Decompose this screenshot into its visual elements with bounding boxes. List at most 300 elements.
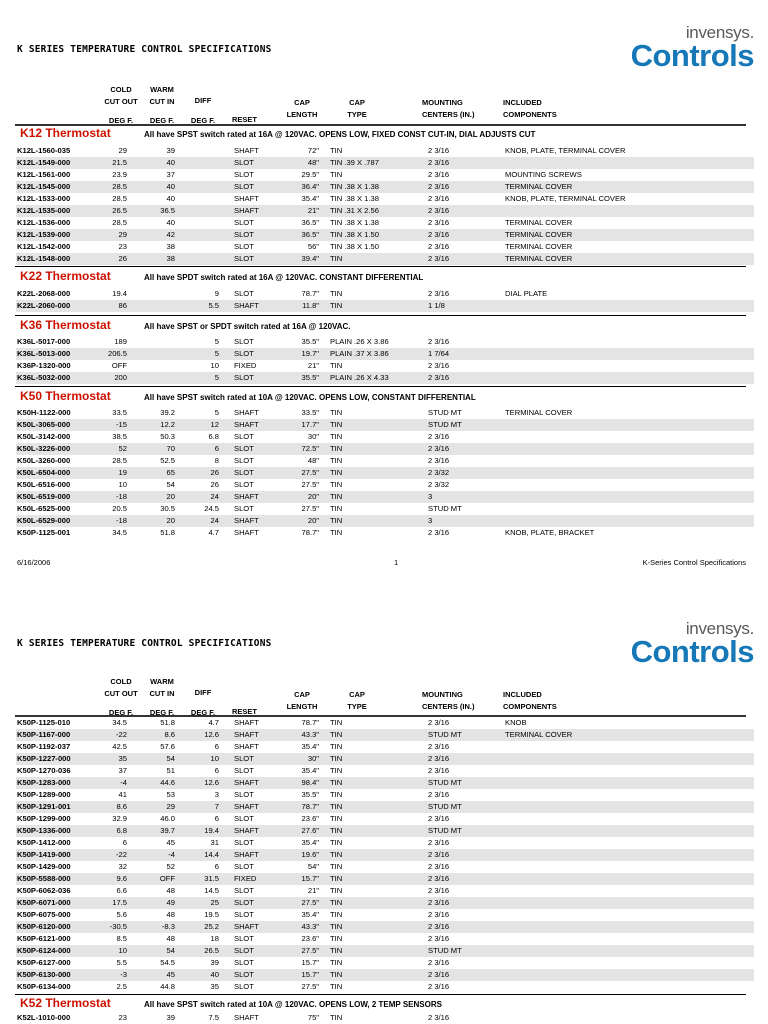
cap-length-cell: 27.5" [301,898,319,907]
header-cap-type-line2: TYPE [347,109,367,119]
reset-type-cell: SLOT [234,910,254,919]
mounting-centers-cell: 2 3/16 [428,361,450,370]
table-k50-continued [16,717,754,993]
cap-type-cell: TIN [330,910,343,919]
cap-length-cell: 33.5" [301,408,319,417]
cap-length-cell: 54" [307,862,319,871]
header-cap-type [337,689,377,712]
model-number-cell: K50L-3065-000 [17,420,71,429]
document-title: K SERIES TEMPERATURE CONTROL SPECIFICATIONS [17,44,272,55]
model-number-cell: K50P-1289-000 [17,790,71,799]
cap-length-cell: 35.4" [301,194,319,203]
reset-type-cell: SLOT [234,766,254,775]
cap-length-cell: 27.5" [301,504,319,513]
mounting-centers-cell: 2 3/16 [428,289,450,298]
cap-length-cell: 78.7" [301,718,319,727]
model-number-cell: K50P-1336-000 [17,826,71,835]
section-note-k52: All have SPST switch rated at 10A @ 120VAC. OPENS LOW, 2 TEMP SENSORS [144,1000,442,1009]
table-k36 [16,336,754,384]
table-row [16,1012,754,1024]
cold-cut-out-cell: 189 [114,337,127,346]
table-row [16,419,754,431]
table-row [16,765,754,777]
model-number-cell: K50L-6504-000 [17,468,71,477]
cap-type-cell: TIN .38 X 1.50 [330,242,379,251]
cap-type-cell: TIN [330,778,343,787]
cap-type-cell: TIN [330,946,343,955]
cap-length-cell: 35.5" [301,373,319,382]
table-row [16,407,754,419]
cap-type-cell: TIN [330,468,343,477]
warm-cut-in-cell: 51.8 [160,718,175,727]
warm-cut-in-cell: 30.5 [160,504,175,513]
cap-type-cell: TIN .38 X 1.38 [330,218,379,227]
model-number-cell: K22L-2060-000 [17,301,71,310]
warm-cut-in-cell: 39.2 [160,408,175,417]
warm-cut-in-cell: 36.5 [160,206,175,215]
cap-length-cell: 48" [307,456,319,465]
cold-cut-out-cell: 5.5 [116,958,127,967]
warm-cut-in-cell: 38 [166,254,175,263]
cap-length-cell: 27.6" [301,826,319,835]
reset-type-cell: SHAFT [234,730,259,739]
cap-type-cell: TIN [330,420,343,429]
table-row [16,981,754,993]
reset-type-cell: SHAFT [234,146,259,155]
reset-type-cell: SLOT [234,337,254,346]
section-divider-k36 [15,386,746,387]
header-reset: RESET [232,115,258,124]
cold-cut-out-cell: 38.5 [112,432,127,441]
table-row [16,300,754,312]
model-number-cell: K50P-1429-000 [17,862,71,871]
cap-type-cell: TIN [330,922,343,931]
cold-cut-out-cell: 32.9 [112,814,127,823]
mounting-centers-cell: 2 3/16 [428,337,450,346]
cap-length-cell: 35.5" [301,790,319,799]
cap-length-cell: 39.4" [301,254,319,263]
cold-cut-out-cell: -18 [116,516,127,525]
header-included-components [503,689,557,712]
cold-cut-out-cell: 10 [118,480,127,489]
header-cap-length-line2: LENGTH [286,109,318,119]
table-row [16,741,754,753]
mounting-centers-cell: 2 3/16 [428,718,450,727]
cold-cut-out-cell: 10 [118,946,127,955]
table-row [16,467,754,479]
reset-type-cell: SLOT [234,970,254,979]
reset-type-cell: SLOT [234,158,254,167]
differential-cell: 8 [214,456,219,465]
section-title-k52: K52 Thermostat [20,996,111,1010]
warm-cut-in-cell: 46.0 [160,814,175,823]
mounting-centers-cell: 2 3/16 [428,898,450,907]
model-number-cell: K50P-6124-000 [17,946,71,955]
cap-type-cell: TIN [330,456,343,465]
reset-type-cell: SLOT [234,934,254,943]
cap-type-cell: TIN [330,742,343,751]
differential-cell: 25 [210,898,219,907]
mounting-centers-cell: 2 3/32 [428,468,450,477]
differential-cell: 24.5 [204,504,219,513]
reset-type-cell: SHAFT [234,718,259,727]
model-number-cell: K50P-1167-000 [17,730,71,739]
reset-type-cell: SHAFT [234,301,259,310]
mounting-centers-cell: 2 3/16 [428,1013,450,1022]
cap-length-cell: 78.7" [301,802,319,811]
reset-type-cell: SLOT [234,754,254,763]
reset-type-cell: SLOT [234,373,254,382]
reset-type-cell: SLOT [234,349,254,358]
mounting-centers-cell: 1 1/8 [428,301,445,310]
section-divider-k50-continued [15,994,746,995]
cap-type-cell: TIN [330,730,343,739]
reset-type-cell: SLOT [234,838,254,847]
header-mounting-centers [422,689,475,712]
header-cold-line3: DEG F. [108,116,134,125]
cap-type-cell: TIN [330,958,343,967]
cap-type-cell: TIN [330,718,343,727]
mounting-centers-cell: 2 3/16 [428,182,450,191]
cap-type-cell: TIN [330,754,343,763]
table-row [16,431,754,443]
warm-cut-in-cell: 52 [166,862,175,871]
mounting-centers-cell: STUD MT [428,802,462,811]
cold-cut-out-cell: 6 [122,838,127,847]
table-row [16,241,754,253]
reset-type-cell: SHAFT [234,408,259,417]
cap-type-cell: TIN [330,886,343,895]
cap-type-cell: TIN [330,528,343,537]
header-cap-length [280,97,324,120]
table-row [16,288,754,300]
cap-type-cell: TIN [330,444,343,453]
warm-cut-in-cell: 51.8 [160,528,175,537]
reset-type-cell: SHAFT [234,826,259,835]
differential-cell: 5 [214,373,219,382]
differential-cell: 24 [210,492,219,501]
reset-type-cell: SLOT [234,230,254,239]
mounting-centers-cell: 2 3/16 [428,874,450,883]
cap-type-cell: TIN [330,480,343,489]
warm-cut-in-cell: 44.8 [160,982,175,991]
header-diff-line1: DIFF [194,688,212,697]
mounting-centers-cell: 2 3/16 [428,742,450,751]
mounting-centers-cell: 3 [428,516,433,525]
cap-type-cell: TIN .39 X .787 [330,158,379,167]
cap-type-cell: TIN [330,254,343,263]
model-number-cell: K50P-1283-000 [17,778,71,787]
mounting-centers-cell: 2 3/16 [428,194,450,203]
table-row [16,360,754,372]
header-cap-type-line1: CAP [349,690,365,699]
mounting-centers-cell: 1 7/64 [428,349,450,358]
cold-cut-out-cell: 42.5 [112,742,127,751]
differential-cell: 35 [210,982,219,991]
cap-length-cell: 43.3" [301,730,319,739]
included-components-cell: TERMINAL COVER [505,218,573,227]
model-number-cell: K50P-1125-001 [17,528,71,537]
cold-cut-out-cell: 8.6 [116,802,127,811]
cold-cut-out-cell: 200 [114,373,127,382]
mounting-centers-cell: 2 3/16 [428,886,450,895]
cold-cut-out-cell: 19.4 [112,289,127,298]
cold-cut-out-cell: 28.5 [112,182,127,191]
warm-cut-in-cell: -8.3 [161,922,175,931]
footer-document-name: K-Series Control Specifications [642,558,746,567]
differential-cell: 5.5 [208,301,219,310]
mounting-centers-cell: 2 3/16 [428,982,450,991]
model-number-cell: K50P-6130-000 [17,970,71,979]
differential-cell: 12.6 [204,778,219,787]
cap-length-cell: 36.5" [301,218,319,227]
reset-type-cell: SLOT [234,444,254,453]
included-components-cell: TERMINAL COVER [505,730,573,739]
differential-cell: 14.5 [204,886,219,895]
table-row [16,336,754,348]
cold-cut-out-cell: 9.6 [116,874,127,883]
reset-type-cell: SLOT [234,289,254,298]
warm-cut-in-cell: 37 [166,170,175,179]
model-number-cell: K50P-1125-010 [17,718,71,727]
differential-cell: 26.5 [204,946,219,955]
reset-type-cell: FIXED [234,874,257,883]
header-divider [15,124,746,126]
cap-length-cell: 19.7" [301,349,319,358]
header-mounting-line1: MOUNTING [422,690,463,699]
table-row [16,909,754,921]
reset-type-cell: SLOT [234,182,254,191]
mounting-centers-cell: STUD MT [428,408,462,417]
differential-cell: 19.5 [204,910,219,919]
cap-type-cell: TIN [330,146,343,155]
header-cap-length-line1: CAP [294,98,310,107]
cap-type-cell: TIN .38 X 1.38 [330,182,379,191]
header-diff-line2: DEG F. [190,707,216,717]
footer-page-number: 1 [394,558,399,567]
differential-cell: 7 [214,802,219,811]
invensys-controls-logo [631,24,754,71]
table-row [16,789,754,801]
table-row [16,717,754,729]
included-components-cell: KNOB [505,718,527,727]
cold-cut-out-cell: 86 [118,301,127,310]
cold-cut-out-cell: 28.5 [112,456,127,465]
table-row [16,479,754,491]
cap-type-cell: TIN [330,516,343,525]
header-warm-line1: WARM [150,85,174,94]
differential-cell: 18 [210,934,219,943]
mounting-centers-cell: 2 3/16 [428,838,450,847]
header-diff [184,687,222,718]
warm-cut-in-cell: 40 [166,182,175,191]
header-cold-line2: CUT OUT [104,96,138,106]
mounting-centers-cell: STUD MT [428,504,462,513]
cap-type-cell: TIN .31 X 2.56 [330,206,379,215]
warm-cut-in-cell: 50.3 [160,432,175,441]
table-row [16,861,754,873]
cold-cut-out-cell: 34.5 [112,528,127,537]
cold-cut-out-cell: 26.5 [112,206,127,215]
table-row [16,729,754,741]
cold-cut-out-cell: -22 [116,730,127,739]
mounting-centers-cell: STUD MT [428,946,462,955]
model-number-cell: K50P-6062-036 [17,886,71,895]
section-divider-k12 [15,266,746,267]
model-number-cell: K36P-1320-000 [17,361,71,370]
table-row [16,145,754,157]
warm-cut-in-cell: 12.2 [160,420,175,429]
model-number-cell: K52L-1010-000 [17,1013,71,1022]
header-components-line2: COMPONENTS [503,109,557,119]
logo-controls-text: Controls [630,38,754,73]
warm-cut-in-cell: -4 [168,850,175,859]
model-number-cell: K50P-1227-000 [17,754,71,763]
mounting-centers-cell: 2 3/16 [428,456,450,465]
header-cap-length [280,689,324,712]
cap-type-cell: TIN [330,838,343,847]
cap-type-cell: TIN [330,874,343,883]
model-number-cell: K50P-5588-000 [17,874,71,883]
section-note-k12: All have SPST switch rated at 16A @ 120VAC. OPENS LOW, FIXED CONST CUT-IN, DIAL ADJUSTS CUT [144,130,536,139]
cold-cut-out-cell: 34.5 [112,718,127,727]
reset-type-cell: SHAFT [234,516,259,525]
section-title-k36: K36 Thermostat [20,318,111,332]
reset-type-cell: SHAFT [234,778,259,787]
reset-type-cell: SLOT [234,242,254,251]
cap-type-cell: TIN [330,289,343,298]
warm-cut-in-cell: 45 [166,970,175,979]
header-cap-type [337,97,377,120]
table-row [16,491,754,503]
included-components-cell: KNOB, PLATE, TERMINAL COVER [505,194,626,203]
mounting-centers-cell: 2 3/16 [428,254,450,263]
included-components-cell: TERMINAL COVER [505,254,573,263]
reset-type-cell: SLOT [234,958,254,967]
reset-type-cell: SHAFT [234,850,259,859]
section-note-k50: All have SPST switch rated at 10A @ 120VAC. OPENS LOW, CONSTANT DIFFERENTIAL [144,393,476,402]
mounting-centers-cell: 2 3/16 [428,862,450,871]
invensys-controls-logo [631,620,754,667]
logo-controls-text: Controls [630,634,754,669]
differential-cell: 25.2 [204,922,219,931]
cold-cut-out-cell: 29 [118,146,127,155]
warm-cut-in-cell: 20 [166,516,175,525]
model-number-cell: K36L-5017-000 [17,337,71,346]
warm-cut-in-cell: 40 [166,158,175,167]
cap-length-cell: 35.4" [301,742,319,751]
warm-cut-in-cell: 20 [166,492,175,501]
header-reset: RESET [232,707,258,716]
model-number-cell: K50P-6121-000 [17,934,71,943]
header-warm-line2: CUT IN [149,96,175,106]
warm-cut-in-cell: 49 [166,898,175,907]
warm-cut-in-cell: 48 [166,910,175,919]
cold-cut-out-cell: 41 [118,790,127,799]
header-cold-line2: CUT OUT [104,688,138,698]
differential-cell: 6 [214,766,219,775]
cap-length-cell: 35.4" [301,766,319,775]
differential-cell: 24 [210,516,219,525]
reset-type-cell: SLOT [234,468,254,477]
cold-cut-out-cell: -18 [116,492,127,501]
cap-type-cell: TIN [330,301,343,310]
differential-cell: 10 [210,754,219,763]
cold-cut-out-cell: 28.5 [112,218,127,227]
mounting-centers-cell: 2 3/16 [428,754,450,763]
model-number-cell: K36L-5013-000 [17,349,71,358]
reset-type-cell: SLOT [234,898,254,907]
header-cold-line1: COLD [110,85,132,94]
header-components-line1: INCLUDED [503,690,542,699]
warm-cut-in-cell: 40 [166,218,175,227]
cap-type-cell: TIN [330,934,343,943]
differential-cell: 14.4 [204,850,219,859]
cap-length-cell: 21" [307,886,319,895]
cold-cut-out-cell: OFF [111,361,127,370]
mounting-centers-cell: 2 3/16 [428,790,450,799]
cap-length-cell: 75" [307,1013,319,1022]
table-row [16,849,754,861]
model-number-cell: K50P-6127-000 [17,958,71,967]
cold-cut-out-cell: 6.6 [116,886,127,895]
model-number-cell: K12L-1535-000 [17,206,71,215]
cold-cut-out-cell: 21.5 [112,158,127,167]
header-warm-line2: CUT IN [149,688,175,698]
cold-cut-out-cell: 19 [118,468,127,477]
cap-length-cell: 78.7" [301,289,319,298]
model-number-cell: K50L-3226-000 [17,444,71,453]
cap-type-cell: PLAIN .37 X 3.86 [330,349,389,358]
warm-cut-in-cell: 8.6 [164,730,175,739]
cap-length-cell: 23.6" [301,814,319,823]
cold-cut-out-cell: 6.8 [116,826,127,835]
mounting-centers-cell: STUD MT [428,826,462,835]
cold-cut-out-cell: -30.5 [109,922,127,931]
warm-cut-in-cell: 54.5 [160,958,175,967]
differential-cell: 12 [210,420,219,429]
cap-type-cell: TIN .38 X 1.50 [330,230,379,239]
included-components-cell: DIAL PLATE [505,289,548,298]
warm-cut-in-cell: 54 [166,754,175,763]
cold-cut-out-cell: 23.9 [112,170,127,179]
reset-type-cell: SHAFT [234,194,259,203]
cold-cut-out-cell: 35 [118,754,127,763]
logo-invensys-text: invensys. [685,23,754,42]
cap-length-cell: 23.6" [301,934,319,943]
table-row [16,837,754,849]
differential-cell: 7.5 [208,1013,219,1022]
section-note-k22: All have SPDT switch rated at 16A @ 120VAC. CONSTANT DIFFERENTIAL [144,273,424,282]
cold-cut-out-cell: 32 [118,862,127,871]
cold-cut-out-cell: 8.5 [116,934,127,943]
model-number-cell: K50H-1122-000 [17,408,71,417]
cold-cut-out-cell: 5.6 [116,910,127,919]
reset-type-cell: SLOT [234,814,254,823]
model-number-cell: K50P-6134-000 [17,982,71,991]
header-included-components [503,97,557,120]
differential-cell: 31.5 [204,874,219,883]
differential-cell: 4.7 [208,528,219,537]
cap-type-cell: TIN [330,492,343,501]
differential-cell: 6 [214,742,219,751]
mounting-centers-cell: 2 3/16 [428,922,450,931]
cap-length-cell: 36.5" [301,230,319,239]
model-number-cell: K12L-1539-000 [17,230,71,239]
warm-cut-in-cell: OFF [159,874,175,883]
reset-type-cell: SHAFT [234,742,259,751]
header-cap-type-line1: CAP [349,98,365,107]
